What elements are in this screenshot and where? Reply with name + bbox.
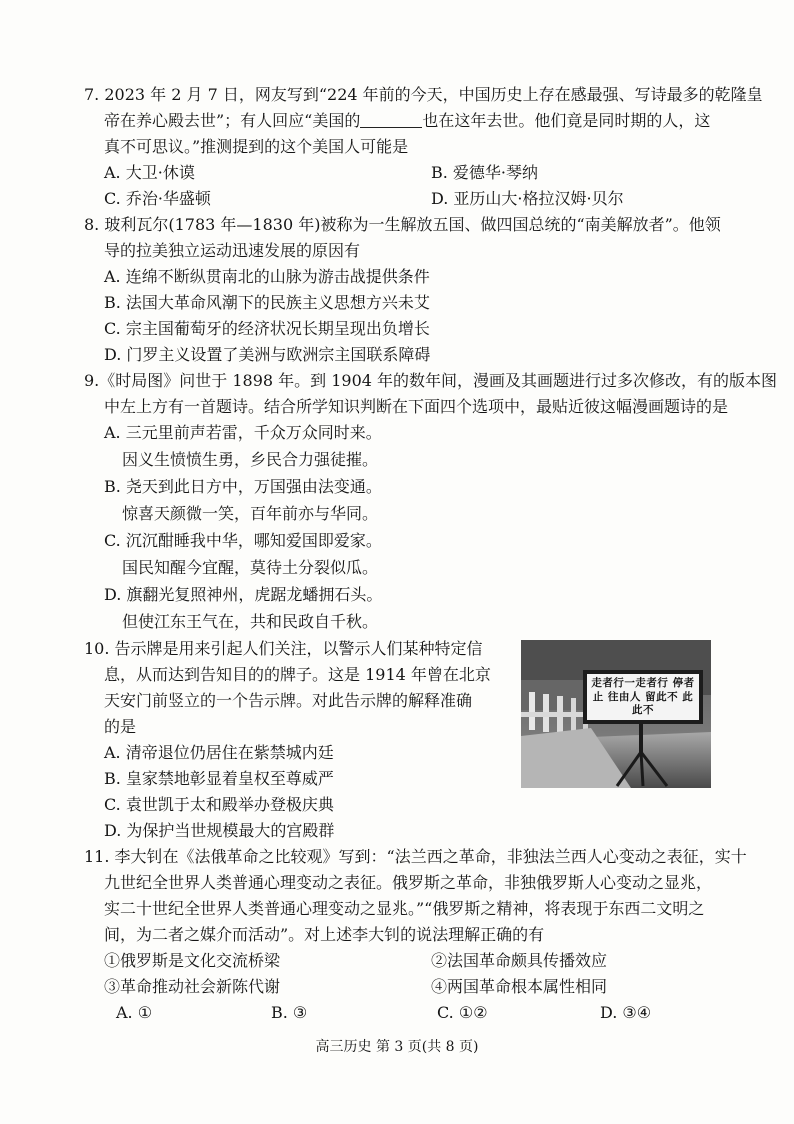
notice-board-photo: [521, 640, 711, 788]
q11-option-d: D. ③④: [600, 1003, 652, 1022]
q10-option-a: A. 清帝退位仍居住在紫禁城内廷: [104, 743, 334, 762]
q7-answer-blank: [360, 111, 422, 128]
q7-option-a: A. 大卫·休谟: [104, 163, 195, 182]
q10-option-d: D. 为保护当世规模最大的宫殿群: [104, 821, 335, 840]
q11-item-1: ①俄罗斯是文化交流桥梁: [104, 951, 281, 970]
q7-stem-line3: 真不可思议。”推测提到的这个美国人可能是: [104, 137, 409, 156]
q10-option-c: C. 袁世凯于太和殿举办登极庆典: [104, 795, 334, 814]
q10-stem-line3: 天安门前竖立的一个告示牌。对此告示牌的解释准确: [104, 691, 473, 710]
q9-option-c-line1: C. 沉沉酣睡我中华，哪知爱国即爱家。: [104, 531, 382, 550]
q7-stem-line2-before-blank: 帝在养心殿去世”；有人回应“美国的: [104, 111, 361, 130]
q11-stem-line4: 间，为二者之媒介而活动”。对上述李大钊的说法理解正确的有: [104, 925, 545, 944]
q8-stem-line1: 8. 玻利瓦尔(1783 年—1830 年)被称为一生解放五国、做四国总统的“南美解放者”。他领: [84, 215, 721, 234]
q8-option-a: A. 连绵不断纵贯南北的山脉为游击战提供条件: [104, 267, 430, 286]
q11-stem-line1: 11. 李大钊在《法俄革命之比较观》写到：“法兰西之革命，非独法兰西人心变动之表征，实十: [84, 847, 747, 866]
q10-stem-line4: 的是: [104, 717, 137, 736]
q7-option-b: B. 爱德华·琴纳: [431, 163, 539, 182]
q9-option-c-line2: 国民知醒今宜醒，莫待土分裂似瓜。: [122, 558, 379, 577]
q7-option-c: C. 乔治·华盛顿: [104, 189, 211, 208]
q10-stem-line1: 10. 告示牌是用来引起人们关注，以警示人们某种特定信: [84, 639, 483, 658]
q7-option-d: D. 亚历山大·格拉汉姆·贝尔: [431, 189, 624, 208]
q11-option-c: C. ①②: [437, 1003, 488, 1022]
q7-stem-line1: 7. 2023 年 2 月 7 日，网友写到“224 年前的今天，中国历史上存在感最强、写诗最多的乾隆皇: [84, 85, 763, 104]
q10-stem-line2: 息，从而达到告知目的的牌子。这是 1914 年曾在北京: [104, 665, 491, 684]
q11-stem-line3: 实二十世纪全世界人类普通心理变动之显兆。”“俄罗斯之精神，将表现于东西二文明之: [104, 899, 705, 918]
q7-stem-line2: [104, 109, 710, 133]
q9-option-b-line1: B. 尧天到此日方中，万国强由法变通。: [104, 477, 382, 496]
page-footer: 高三历史 第 3 页(共 8 页): [315, 1039, 479, 1055]
q9-option-a-line1: A. 三元里前声若雷，千众万众同时来。: [104, 423, 382, 442]
q7-stem-line2-after-blank: 也在这年去世。他们竟是同时期的人，这: [422, 111, 711, 130]
q9-stem-line1: 9.《时局图》问世于 1898 年。到 1904 年的数年间，漫画及其画题进行过多次修改，有的版本图: [84, 371, 778, 390]
q11-option-a: A. ①: [116, 1003, 153, 1022]
q11-item-2: ②法国革命颇具传播效应: [431, 951, 608, 970]
q11-item-4: ④两国革命根本属性相同: [431, 977, 608, 996]
q8-option-d: D. 门罗主义设置了美洲与欧洲宗主国联系障碍: [104, 345, 431, 364]
q10-option-b: B. 皇家禁地彰显着皇权至尊威严: [104, 769, 334, 788]
q11-stem-line2: 九世纪全世界人类普通心理变动之表征。俄罗斯之革命，非独俄罗斯人心变动之显兆，: [104, 873, 713, 892]
q9-option-a-line2: 因义生愤愤生勇，乡民合力强徒摧。: [122, 450, 379, 469]
q9-option-d-line2: 但使江东王气在，共和民政自千秋。: [122, 612, 379, 631]
notice-board-lettering: 走者行一走者行 停者止 往由人 留此不 此此不: [591, 677, 695, 716]
q9-option-d-line1: D. 旗翻光复照神州，虎踞龙蟠拥石头。: [104, 585, 383, 604]
q8-option-c: C. 宗主国葡萄牙的经济状况长期呈现出负增长: [104, 319, 430, 338]
q9-stem-line2: 中左上方有一首题诗。结合所学知识判断在下面四个选项中，最贴近彼这幅漫画题诗的是: [104, 397, 729, 416]
q11-option-b: B. ③: [271, 1003, 308, 1022]
q11-item-3: ③革命推动社会新陈代谢: [104, 977, 281, 996]
q8-option-b: B. 法国大革命风潮下的民族主义思想方兴未艾: [104, 293, 430, 312]
q8-stem-line2: 导的拉美独立运动迅速发展的原因有: [104, 241, 361, 260]
q9-option-b-line2: 惊喜天颜微一笑，百年前亦与华同。: [122, 504, 379, 523]
